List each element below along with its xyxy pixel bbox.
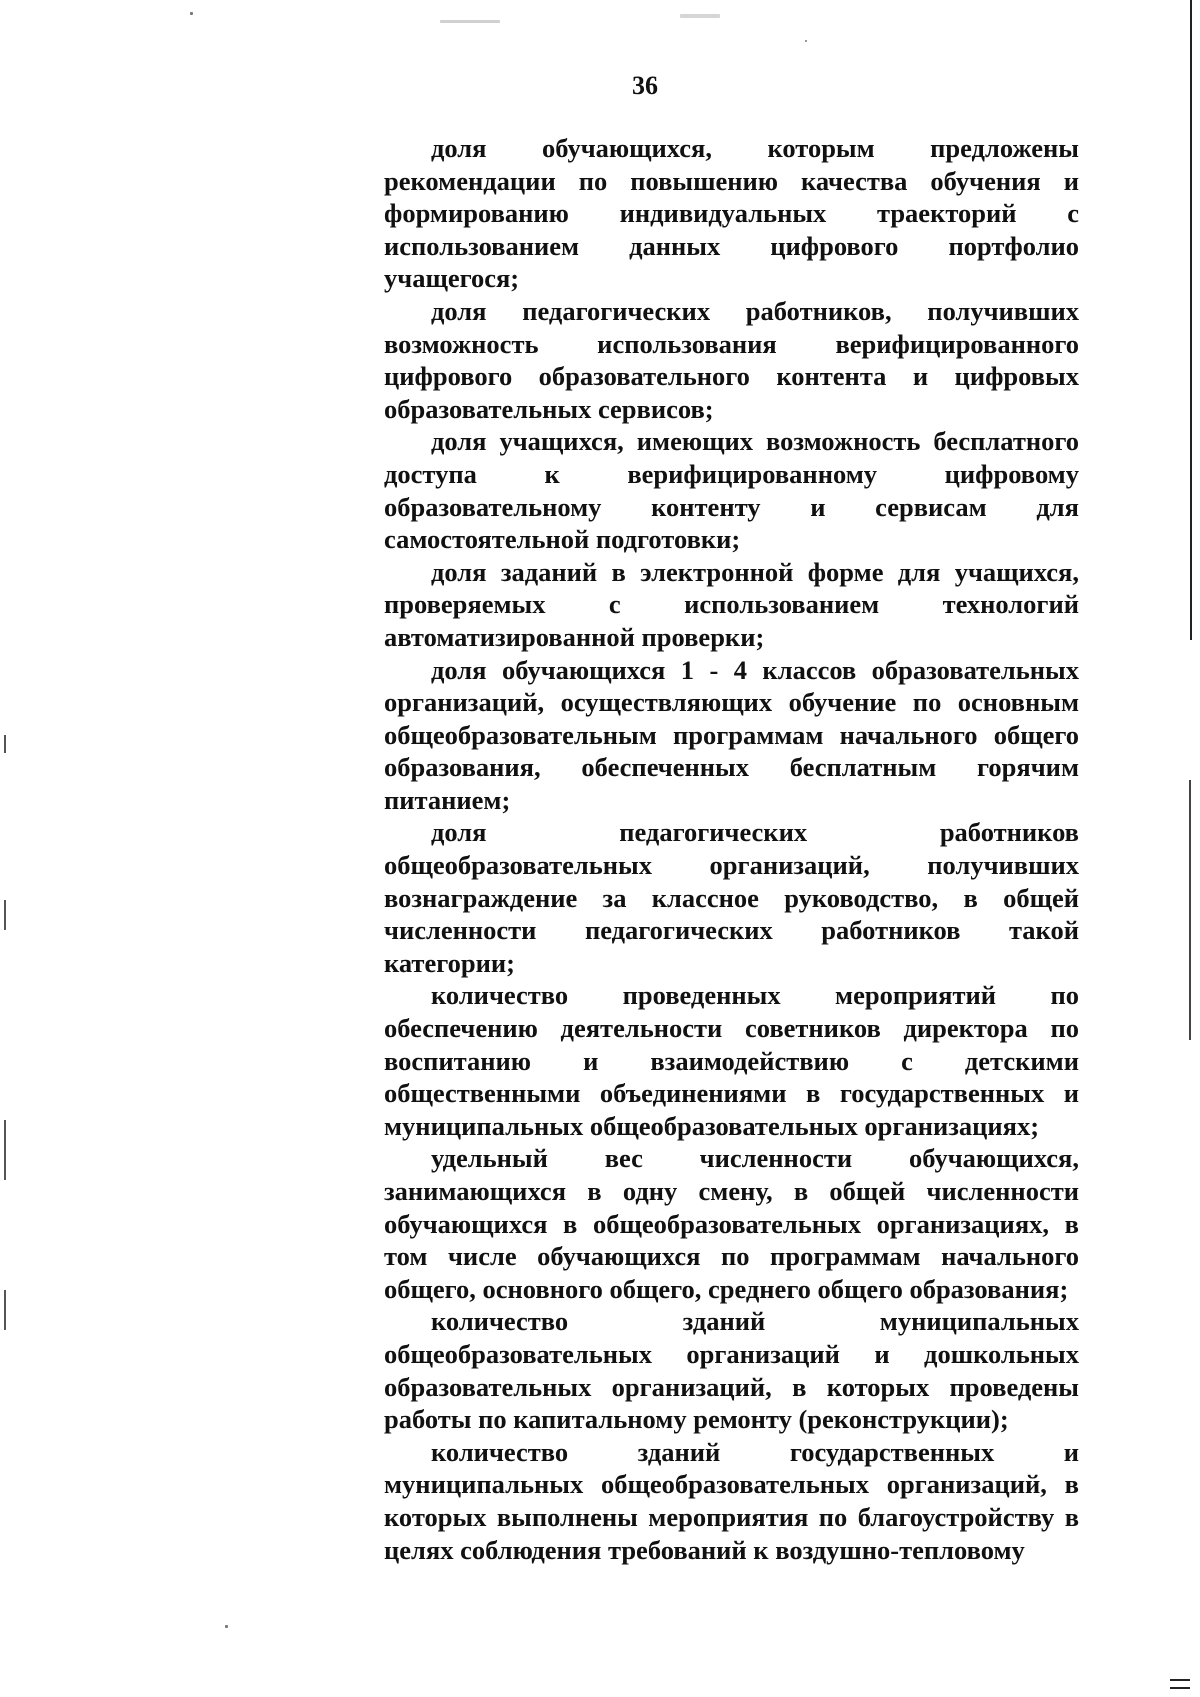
- scan-speckle: [680, 14, 720, 18]
- scan-margin-mark: [4, 735, 6, 753]
- scan-footer-marks: [1170, 1673, 1190, 1689]
- paragraph: доля учащихся, имеющих возможность бесплатного доступа к верифицированному цифровому образовательному контенту и сервисам для самостоятельной подготовки;: [384, 426, 1079, 555]
- scan-speckle: [805, 40, 807, 42]
- paragraph: доля обучающихся 1 - 4 классов образовательных организаций, осуществляющих обучение по основным общеобразовательным программам начального общего образования, обеспеченных бесплатным горячим питанием;: [384, 654, 1079, 815]
- scan-speckle: [190, 12, 193, 15]
- paragraph: доля обучающихся, которым предложены рекомендации по повышению качества обучения и формированию индивидуальных траекторий с использованием данных цифрового портфолио учащегося;: [384, 133, 1079, 294]
- scan-margin-mark: [4, 900, 6, 930]
- paragraph: количество зданий муниципальных общеобразовательных организаций и дошкольных образовательных организаций, в которых проведены работы по капитальному ремонту (реконструкции);: [384, 1306, 1079, 1435]
- body-text: [384, 132, 1079, 1566]
- paragraph: удельный вес численности обучающихся, занимающихся в одну смену, в общей численности обучающихся в общеобразовательных организациях, в том числе обучающихся по программам начального общего, основного общего, среднего общего образования;: [384, 1143, 1079, 1304]
- paragraph: доля педагогических работников, получивших возможность использования верифицированного цифрового образовательного контента и цифровых образовательных сервисов;: [384, 295, 1079, 424]
- paragraph: количество зданий государственных и муниципальных общеобразовательных организаций, в которых выполнены мероприятия по благоустройству в целях соблюдения требований к воздушно-тепловому: [384, 1436, 1079, 1565]
- page-number: 36: [632, 71, 658, 100]
- paragraph: количество проведенных мероприятий по обеспечению деятельности советников директора по воспитанию и взаимодействию с детскими общественными объединениями в государственных и муниципальных общеобразовательных организациях;: [384, 980, 1079, 1141]
- scan-margin-mark: [4, 1120, 6, 1180]
- paragraph: доля педагогических работников общеобразовательных организаций, получивших вознаграждение за классное руководство, в общей численности педагогических работников такой категории;: [384, 817, 1079, 978]
- scan-edge-line: [1190, 0, 1192, 640]
- scan-speckle: [440, 20, 500, 23]
- scan-margin-mark: [4, 1290, 6, 1330]
- scan-speckle: [225, 1625, 228, 1628]
- scan-edge-line: [1189, 780, 1191, 1040]
- paragraph: доля заданий в электронной форме для учащихся, проверяемых с использованием технологий автоматизированной проверки;: [384, 556, 1079, 652]
